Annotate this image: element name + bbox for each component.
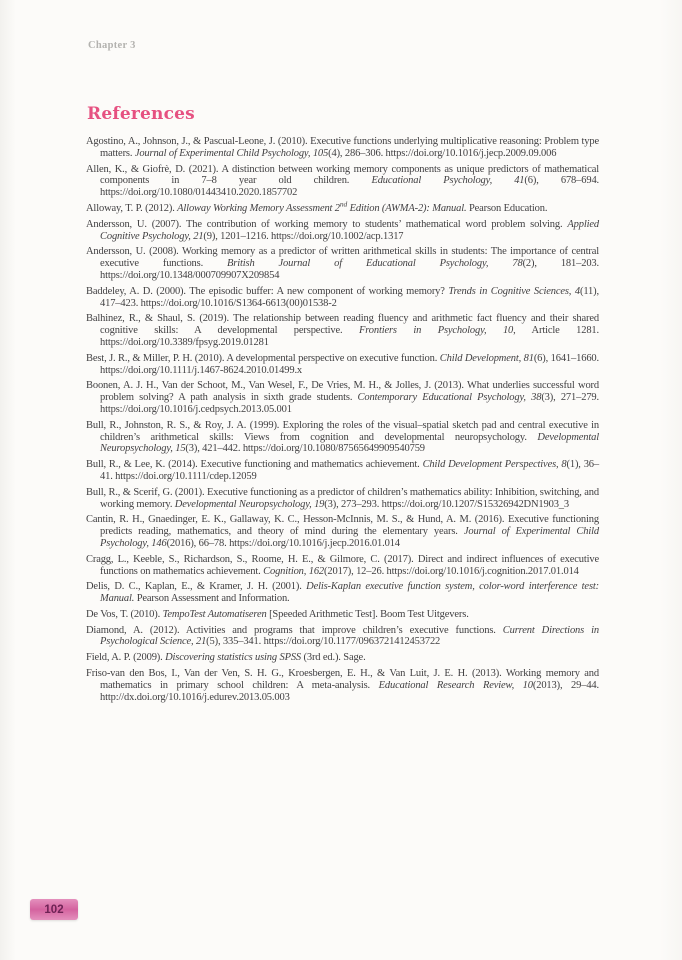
reference-text: Baddeley, A. D. (2000). The episodic buffer: A new component of working memory? [86,285,449,297]
reference-source-text: Frontiers in Psychology, 10 [358,325,514,337]
reference-entry [86,246,599,281]
reference-text: Cragg, L., Keeble, S., Richardson, S., Roome, H. E., & Gilmore, C. (2017). Direct and indirect influences of executive functions on mathematics achievement. [86,553,599,577]
references-heading: References [87,104,195,125]
reference-source-text: Cognition, 162 [263,565,325,577]
reference-text: Pearson Education. [466,202,548,214]
reference-source-text: TempoTest Automatiseren [162,608,267,620]
reference-source-text: Developmental Neuropsychology, 15 [100,431,599,455]
reference-text: Andersson, U. (2008). Working memory as a predictor of written arithmetical skills in students: The importance of central executive functions. [86,246,599,270]
reference-source-text: British Journal of Educational Psychology, 78 [227,258,523,270]
reference-entry [86,380,599,415]
reference-text: Bull, R., & Scerif, G. (2001). Executive functioning as a predictor of children’s mathematics ability: Inhibition, switching, and working memory. [86,486,599,510]
reference-text: Pearson Assessment and Information. [134,593,290,605]
reference-source-text: Alloway Working Memory Assessment 2 [177,202,340,214]
reference-entry [86,420,599,455]
reference-text: , Article 1281. https://doi.org/10.3389/fpsyg.2019.01281 [100,325,600,348]
reference-entry [86,199,599,215]
reference-text: Bull, R., & Lee, K. (2014). Executive functioning and mathematics achievement. [86,459,423,471]
reference-text: (2017), 12–26. https://doi.org/10.1016/j.cognition.2017.01.014 [324,565,579,577]
reference-text: Cantin, R. H., Gnaedinger, E. K., Gallaway, K. C., Hesson-McInnis, M. S., & Hund, A. M. (2016). Executive functioning predicts reading, mathematics, and theory of mind during the elementary years. [86,514,599,538]
reference-text: (3), 421–442. https://doi.org/10.1080/87565649909540759 [185,443,425,455]
reference-source-text: Child Development Perspectives, 8 [422,459,567,471]
reference-entry [86,554,599,578]
reference-text: (3rd ed.). Sage. [301,652,366,664]
reference-source-text: Applied Cognitive Psychology, 21 [100,218,599,242]
reference-text: Field, A. P. (2009). [86,652,166,664]
reference-entry [86,581,599,605]
reference-text: Alloway, T. P. (2012). [86,202,178,214]
reference-text: (6), 1641–1660. https://doi.org/10.1111/j.1467-8624.2010.01499.x [100,352,600,376]
reference-source-text: Contemporary Educational Psychology, 38 [357,392,542,404]
reference-text: [Speeded Arithmetic Test]. Boom Test Uitgevers. [266,608,469,620]
reference-text: Andersson, U. (2007). The contribution of working memory to students’ mathematical word problem solving. [86,218,568,230]
reference-source-text: Edition (AWMA-2): Manual. [347,202,467,214]
reference-entry [86,219,599,243]
references-list [86,136,599,707]
reference-text: (2013), 29–44. http://dx.doi.org/10.1016/j.edurev.2013.05.003 [100,679,600,703]
reference-source-text: Delis-Kaplan executive function system, color-word interference test: Manual. [100,581,599,605]
reference-text: (3), 271–279. https://doi.org/10.1016/j.cedpsych.2013.05.001 [100,392,599,415]
reference-text: De Vos, T. (2010). [86,608,163,620]
reference-entry [86,487,599,511]
reference-text: Agostino, A., Johnson, J., & Pascual-Leone, J. (2010). Executive functions underlying multiplicative reasoning: Problem type matters. [86,136,599,159]
reference-text: (5), 335–341. https://doi.org/10.1177/0963721412453722 [206,636,441,648]
reference-source-text: Child Development, 81 [439,352,534,364]
reference-text: Boonen, A. J. H., Van der Schoot, M., Van Wesel, F., De Vries, M. H., & Jolles, J. (2013). What underlies successful word problem solving? A path analysis in sixth grade students. [86,380,599,404]
reference-text: Diamond, A. (2012). Activities and programs that improve children’s executive functions. [86,624,503,636]
chapter-label: Chapter 3 [88,40,136,51]
reference-entry [86,459,599,483]
reference-source-text: Educational Research Review, 10 [378,679,533,691]
reference-text: Balhinez, R., & Shaul, S. (2019). The relationship between reading fluency and arithmetic fact fluency and their shared cognitive skills: A developmental perspective. [86,313,599,337]
reference-entry [86,164,599,199]
page-number-badge: 102 [30,899,78,920]
reference-entry [86,286,599,310]
reference-source-text: Journal of Experimental Child Psychology, 146 [100,526,599,549]
reference-text: (3), 273–293. https://doi.org/10.1207/S15326942DN1903_3 [324,498,570,510]
reference-text: (11), 417–423. https://doi.org/10.1016/S1364-6613(00)01538-2 [100,285,599,309]
reference-entry [86,313,599,348]
reference-text: (6), 678–694. https://doi.org/10.1080/01443410.2020.1857702 [100,175,600,199]
reference-entry [86,514,599,549]
reference-source-text: Current Directions in Psychological Science, 21 [100,624,599,648]
reference-entry [86,136,599,160]
reference-source-text: Developmental Neuropsychology, 19 [174,498,325,510]
reference-source-text: Trends in Cognitive Sciences, 4 [448,285,580,297]
reference-source-text: Discovering statistics using SPSS [165,652,302,664]
reference-source-text: nd [339,199,348,209]
reference-entry [86,625,599,649]
reference-entry [86,668,599,703]
reference-text: Best, J. R., & Miller, P. H. (2010). A developmental perspective on executive function. [86,352,440,364]
reference-text: Delis, D. C., Kaplan, E., & Kramer, J. H. (2001). [86,581,307,593]
reference-source-text: Journal of Experimental Child Psychology, 105 [134,147,329,159]
reference-text: (2), 181–203. https://doi.org/10.1348/000709907X209854 [100,258,599,281]
reference-source-text: Educational Psychology, 41 [371,175,525,187]
reference-text: Bull, R., Johnston, R. S., & Roy, J. A. (1999). Exploring the roles of the visual–spatial sketch pad and central executive in children’s arithmetical skills: Views from cognition and developmental neuropsychology. [86,419,599,443]
reference-text: (9), 1201–1216. https://doi.org/10.1002/acp.1317 [203,230,404,242]
reference-text: (2016), 66–78. https://doi.org/10.1016/j.jecp.2016.01.014 [166,537,400,549]
reference-entry [86,353,599,377]
reference-text: Allen, K., & Giofrè, D. (2021). A distinction between working memory components as unique predictors of mathematical components in 7–8 year old children. [86,163,599,187]
reference-entry [86,652,599,664]
reference-text: Friso-van den Bos, I., Van der Ven, S. H. G., Kroesbergen, E. H., & Van Luit, J. E. H. (2013). Working memory and mathematics in primary school children: A meta-analysis. [86,668,599,691]
reference-text: (4), 286–306. https://doi.org/10.1016/j.jecp.2009.09.006 [328,147,557,159]
reference-entry [86,609,599,621]
reference-text: (1), 36–41. https://doi.org/10.1111/cdep.12059 [100,459,600,482]
